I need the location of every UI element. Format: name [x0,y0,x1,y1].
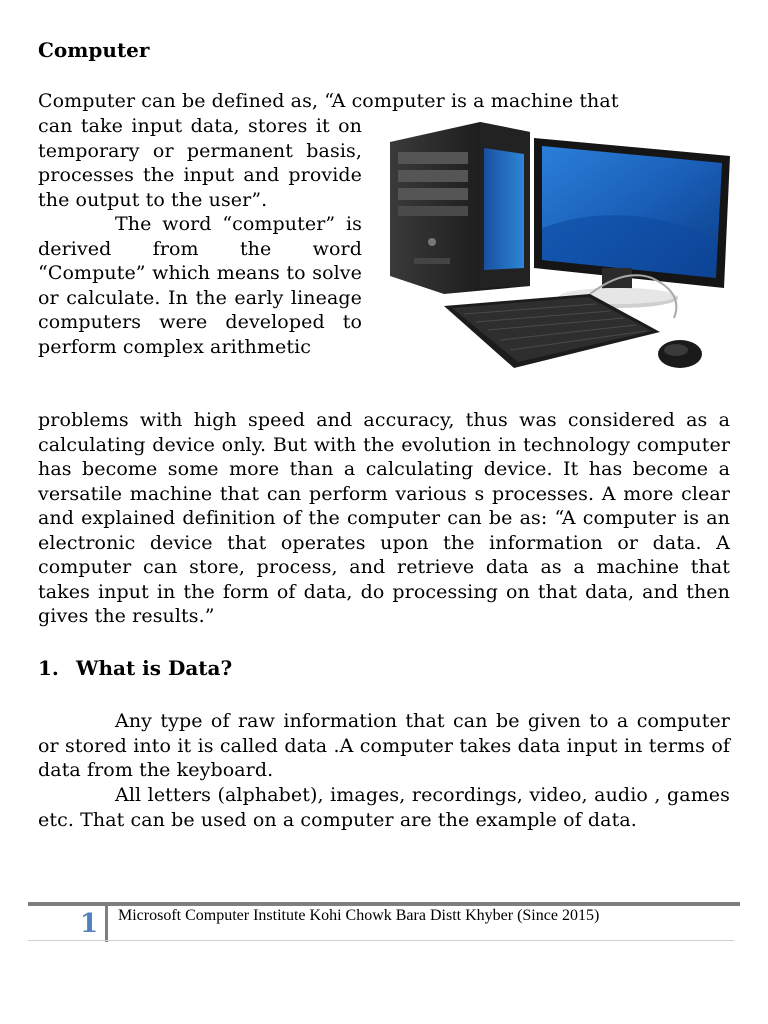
page-number: 1 [79,909,99,939]
desktop-computer-icon [384,118,736,383]
tower-side-panel [484,148,524,270]
data-definition-text: Any type of raw information that can be given to a computer or stored into it is called data .A computer takes data input in terms of data from the keyboard. [38,710,730,781]
intro-first-line: Computer can be defined as, “A computer is a machine that [38,90,619,112]
intro-wrapped-column [38,114,362,359]
data-examples-text: All letters (alphabet), images, recordings, video, audio , games etc. That can be used on a computer are the example of data. [38,784,730,831]
page-heading: Computer [38,38,150,62]
section-title: What is Data? [76,656,233,680]
computer-illustration [384,118,736,383]
word-origin-text: The word “computer” is derived from the word “Compute” which means to solve or calculate. In the early lineage computers were developed to perform complex arithmetic [38,213,362,358]
section-heading-what-is-data [38,656,232,680]
intro-definition-text: can take input data, stores it on temporary or permanent basis, processes the input and provide the output to the user”. [38,115,362,211]
section-number: 1. [38,656,59,680]
footer-text: Microsoft Computer Institute Kohi Chowk Bara Distt Khyber (Since 2015) [118,907,600,924]
footer-divider [105,906,108,942]
footer-bottom-rule [28,940,734,941]
computer-definition-text: problems with high speed and accuracy, thus was considered as a calculating device only. But with the evolution in technology computer has become some more than a calculating device. It has become a versatile machine that can perform various s processes. A more clear and explained definition of the computer can be as: “A computer is an electronic device that operates upon the information or data. A computer can store, process, and retrieve data as a machine that takes input in the form of data, do processing on that data, and then gives the results.” [38,409,730,627]
